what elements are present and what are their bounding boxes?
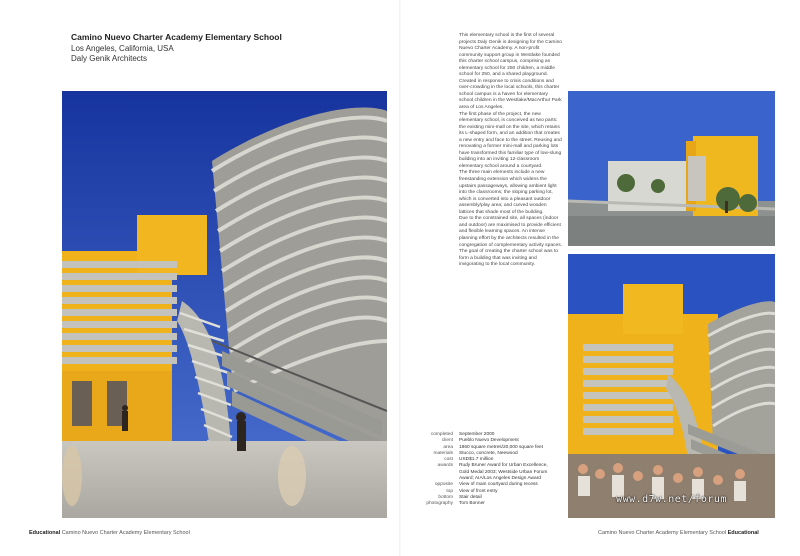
footer-section-label: Educational: [29, 530, 61, 536]
credit-value: USD$1.7 million: [459, 457, 494, 463]
credit-label: photography: [426, 501, 453, 507]
body-paragraph: The three main elements include a new freestanding extension which widens the upstairs passageways, allowing ambient light into the classrooms; the sloping parking lot, which is converted into a pleasant outdoor assembly/play area; and curved wooden lattices that shade most of the building.: [459, 170, 557, 215]
credit-value: Rudy Bruner Award for Urban Excellence, Gold Medal 2003; Westside Urban Forum Award; AIA/Los Angeles Design Award: [459, 463, 548, 482]
credit-label: top: [446, 488, 453, 494]
credit-value: View of main courtyard during recess: [459, 482, 538, 488]
footer-running-title: Camino Nuevo Charter Academy Elementary School: [61, 530, 190, 536]
footer-running-title: Camino Nuevo Charter Academy Elementary School: [598, 530, 727, 536]
front-entry-photo: [568, 91, 775, 246]
credit-row: [402, 501, 551, 507]
credit-label: bottom: [438, 494, 453, 500]
credit-value: Pueblo Nuevo Development: [459, 438, 519, 444]
credit-label: opposite: [434, 482, 453, 488]
body-paragraph: Due to the constrained site, all spaces (indoor and outdoor) are maximised to provide efficient and flexible learning spaces. An intense planning effort by the architects resulted in the congregation of complementary activity spaces. The goal of creating the charter school was to form a building that was inviting and invigorating to the local community.: [459, 216, 563, 268]
courtyard-photo: [62, 91, 387, 518]
credit-value: Tom Bonner: [459, 501, 485, 507]
footer-right: [598, 530, 759, 536]
stair-detail-photo: [568, 254, 775, 518]
article-body: [459, 33, 563, 269]
project-architect: Daly Genik Architects: [71, 54, 148, 63]
credit-value: 1860 square metres/20,000 square feet: [459, 444, 544, 450]
watermark-text: www.d7w.net/forum: [616, 494, 727, 505]
credit-label: materials: [433, 450, 453, 456]
project-location: Los Angeles, California, USA: [71, 44, 174, 53]
footer-section-label: Educational: [727, 530, 759, 536]
credit-value: Stucco, concrete, Neewood: [459, 450, 518, 456]
credit-value: September 2000: [459, 432, 495, 437]
credit-label: area: [443, 444, 453, 450]
credit-value: Stair detail: [459, 494, 482, 500]
credit-label: client: [441, 438, 453, 444]
body-paragraph: The first phase of the project, the new elementary school, is conceived as two parts: the existing mini-mall on the site, which retains its L-shaped form, and an addition that creates a new entry and face to the street. Reusing and renovating a former mini-mall and parking lots have transformed this familiar type of low-slung building into an inviting 12-classroom elementary school around a courtyard.: [459, 111, 562, 169]
credit-value: View of front entry: [459, 488, 498, 494]
footer-left: [29, 530, 190, 536]
credit-label: awards: [437, 463, 453, 469]
credit-label: completed: [430, 432, 453, 437]
credit-label: cost: [444, 457, 453, 463]
project-credits: [402, 432, 551, 508]
body-paragraph: This elementary school is the first of several projects Daly Genik is designing for the Camino Nuevo Charter Academy. A non-profit community support group in Westlake founded this charter school campus, comprising an elementary school for 250 children, a middle school for 250, and a shared playground. Created in response to crisis conditions and over-crowding in the local schools, this charter school campus is a haven for elementary school children in the Westlake/MacArthur Park area of Los Angeles.: [459, 33, 563, 111]
page-gutter: [399, 0, 401, 556]
credit-row: [402, 463, 551, 482]
project-title: Camino Nuevo Charter Academy Elementary School: [71, 32, 282, 42]
